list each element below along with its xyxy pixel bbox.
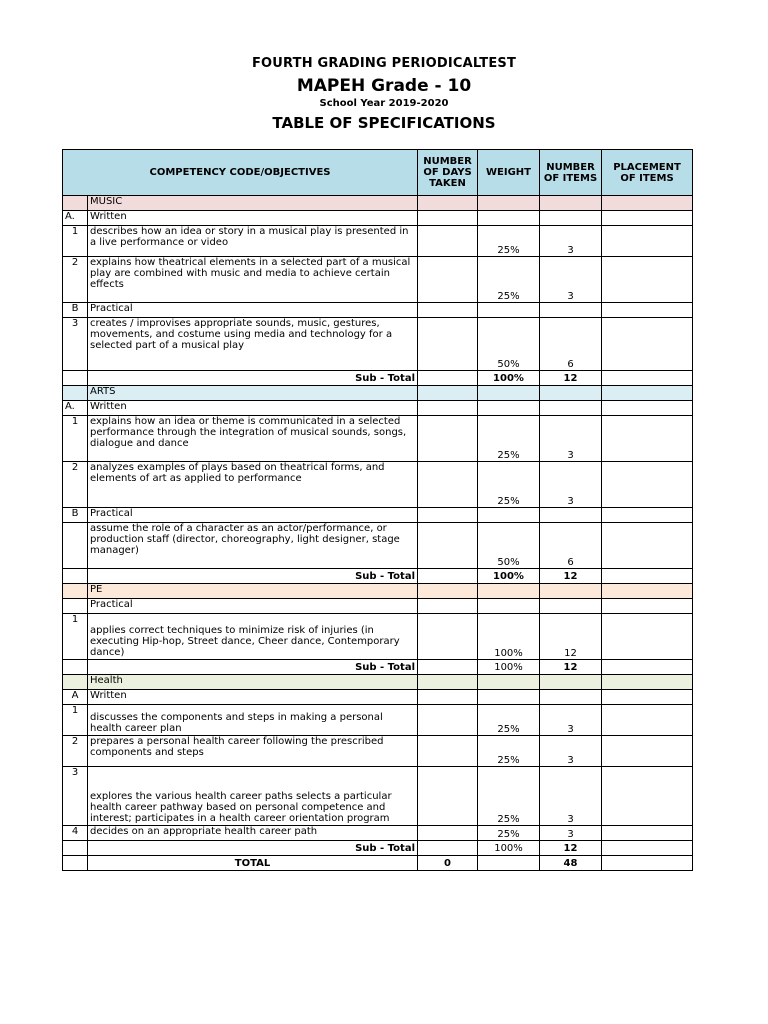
subtotal-row — [63, 569, 693, 584]
row-label: Written — [88, 690, 418, 705]
total-items: 48 — [540, 856, 602, 871]
subtotal-items: 12 — [540, 841, 602, 856]
row-number: 1 — [63, 416, 88, 462]
table-row — [63, 226, 693, 257]
row-items: 3 — [540, 416, 602, 462]
table-row — [63, 736, 693, 767]
row-competency: creates / improvises appropriate sounds, music, gestures, movements, and costume using media and technology for a selected part of a musical play — [88, 318, 418, 371]
subtotal-weight: 100% — [478, 371, 540, 386]
row-code: A — [63, 690, 88, 705]
subject-title: MAPEH Grade - 10 — [296, 76, 472, 96]
row-weight: 25% — [478, 767, 540, 826]
total-label: TOTAL — [88, 856, 418, 871]
row-competency: applies correct techniques to minimize risk of injuries (in executing Hip-hop, Street dance, Cheer dance, Contemporary dance) — [88, 614, 418, 660]
subtotal-weight: 100% — [478, 660, 540, 675]
section-title-health: Health — [88, 675, 418, 690]
row-competency: decides on an appropriate health career path — [88, 826, 418, 841]
row-competency: assume the role of a character as an actor/performance, or production staff (director, choreography, light designer, stage manager) — [88, 523, 418, 569]
section-title-pe: PE — [88, 584, 418, 599]
row-items: 3 — [540, 767, 602, 826]
row-items: 3 — [540, 705, 602, 736]
total-row — [63, 856, 693, 871]
table-row — [63, 614, 693, 660]
row-code: A. — [63, 401, 88, 416]
subtotal-weight: 100% — [478, 569, 540, 584]
row-number: 1 — [63, 226, 88, 257]
row-number: 2 — [63, 736, 88, 767]
table-row — [63, 705, 693, 736]
table-row — [63, 508, 693, 523]
row-items: 3 — [540, 736, 602, 767]
section-title-arts: ARTS — [88, 386, 418, 401]
col-header-placement: PLACEMENT OF ITEMS — [602, 150, 693, 196]
col-header-competency: COMPETENCY CODE/OBJECTIVES — [63, 150, 418, 196]
row-number: 2 — [63, 462, 88, 508]
table-row — [63, 211, 693, 226]
row-code: B — [63, 303, 88, 318]
row-items: 6 — [540, 318, 602, 371]
subtotal-items: 12 — [540, 371, 602, 386]
section-row-health — [63, 675, 693, 690]
table-row — [63, 416, 693, 462]
row-code: A. — [63, 211, 88, 226]
row-weight: 25% — [478, 826, 540, 841]
row-competency: describes how an idea or story in a musical play is presented in a live performance or video — [88, 226, 418, 257]
section-title-music: MUSIC — [88, 196, 418, 211]
row-weight: 50% — [478, 318, 540, 371]
row-label: Practical — [88, 303, 418, 318]
section-row-arts — [63, 386, 693, 401]
row-number: 3 — [63, 767, 88, 826]
col-header-items: NUMBER OF ITEMS — [540, 150, 602, 196]
table-row — [63, 523, 693, 569]
subtotal-row — [63, 660, 693, 675]
subtotal-row — [63, 371, 693, 386]
subtotal-items: 12 — [540, 660, 602, 675]
row-label: Practical — [88, 508, 418, 523]
total-days: 0 — [418, 856, 478, 871]
table-title: TABLE OF SPECIFICATIONS — [272, 114, 496, 132]
row-competency: prepares a personal health career following the prescribed components and steps — [88, 736, 418, 767]
row-weight: 25% — [478, 705, 540, 736]
row-label: Written — [88, 401, 418, 416]
row-weight: 100% — [478, 614, 540, 660]
subtotal-label: Sub - Total — [88, 371, 418, 386]
subtotal-label: Sub - Total — [88, 841, 418, 856]
row-number: 3 — [63, 318, 88, 371]
row-label: Written — [88, 211, 418, 226]
row-number: 1 — [63, 705, 88, 736]
subtotal-label: Sub - Total — [88, 569, 418, 584]
row-weight: 25% — [478, 462, 540, 508]
subtotal-row — [63, 841, 693, 856]
subtotal-weight: 100% — [478, 841, 540, 856]
row-competency: analyzes examples of plays based on theatrical forms, and elements of art as applied to performance — [88, 462, 418, 508]
row-code: B — [63, 508, 88, 523]
row-number: 1 — [63, 614, 88, 660]
row-items: 3 — [540, 257, 602, 303]
row-weight: 50% — [478, 523, 540, 569]
row-competency: explains how theatrical elements in a selected part of a musical play are combined with music and media to achieve certain effects — [88, 257, 418, 303]
table-row — [63, 462, 693, 508]
row-competency: explores the various health career paths selects a particular health career pathway based on personal competence and interest; participates in a health career orientation program — [88, 767, 418, 826]
table-row — [63, 401, 693, 416]
school-year: School Year 2019-2020 — [319, 98, 449, 109]
col-header-weight: WEIGHT — [478, 150, 540, 196]
table-row — [63, 257, 693, 303]
row-weight: 25% — [478, 416, 540, 462]
section-row-music — [63, 196, 693, 211]
table-row — [63, 767, 693, 826]
row-weight: 25% — [478, 226, 540, 257]
row-weight: 25% — [478, 736, 540, 767]
row-label: Practical — [88, 599, 418, 614]
row-items: 3 — [540, 826, 602, 841]
test-title: FOURTH GRADING PERIODICALTEST — [251, 56, 517, 71]
row-weight: 25% — [478, 257, 540, 303]
subtotal-items: 12 — [540, 569, 602, 584]
specifications-table — [62, 149, 693, 871]
row-items: 3 — [540, 226, 602, 257]
row-items: 12 — [540, 614, 602, 660]
row-competency: discusses the components and steps in making a personal health career plan — [88, 705, 418, 736]
table-row — [63, 303, 693, 318]
row-items: 6 — [540, 523, 602, 569]
table-row — [63, 599, 693, 614]
table-row — [63, 318, 693, 371]
row-number: 4 — [63, 826, 88, 841]
col-header-days: NUMBER OF DAYS TAKEN — [418, 150, 478, 196]
table-row — [63, 690, 693, 705]
row-competency: explains how an idea or theme is communicated in a selected performance through the integration of musical sounds, songs, dialogue and dance — [88, 416, 418, 462]
row-number: 2 — [63, 257, 88, 303]
subtotal-label: Sub - Total — [88, 660, 418, 675]
section-row-pe — [63, 584, 693, 599]
table-row — [63, 826, 693, 841]
row-items: 3 — [540, 462, 602, 508]
